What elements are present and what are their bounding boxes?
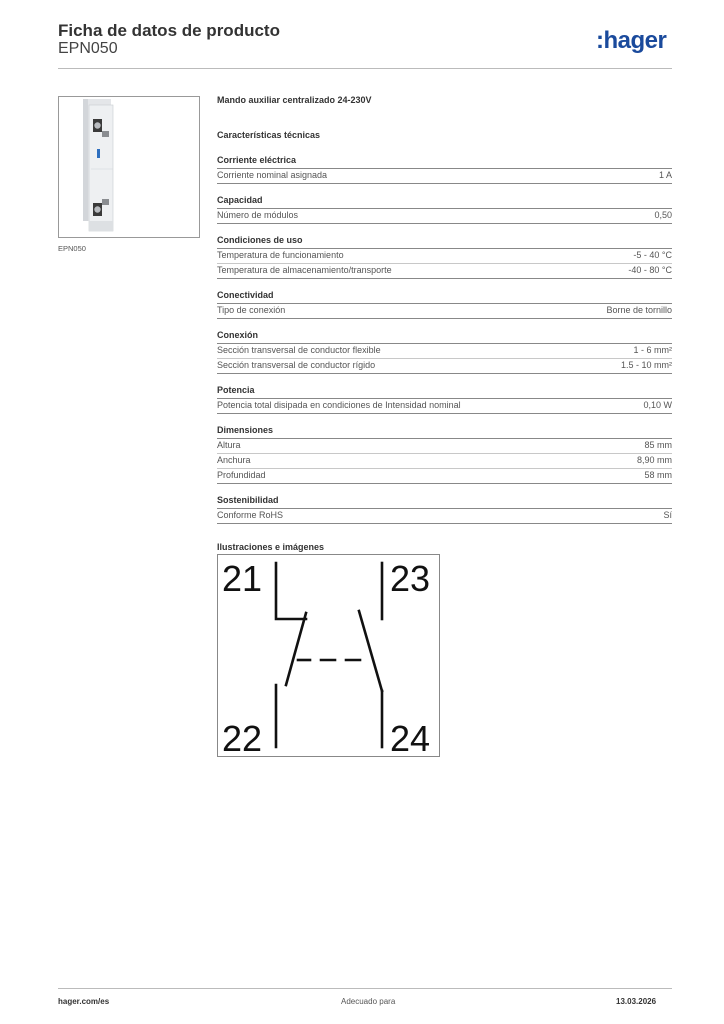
left-contact-top-line	[276, 563, 306, 619]
hager-logo: :hager	[596, 27, 667, 54]
spec-label: Tipo de conexión	[217, 305, 286, 315]
left-contact-blade	[286, 613, 306, 685]
spec-rows	[217, 399, 672, 414]
spec-row	[217, 439, 672, 454]
spec-value: 85 mm	[644, 440, 672, 450]
spec-value: Sí	[663, 510, 672, 520]
spec-rows	[217, 439, 672, 484]
page-title: Ficha de datos de producto	[58, 21, 280, 40]
spec-value: 0,10 W	[643, 400, 672, 410]
spec-label: Anchura	[217, 455, 251, 465]
spec-section	[217, 330, 672, 374]
spec-section	[217, 495, 672, 524]
spec-section-title: Conexión	[217, 330, 672, 344]
spec-value: 8,90 mm	[636, 455, 672, 465]
spec-section-title: Condiciones de uso	[217, 235, 672, 249]
product-photo	[58, 96, 200, 238]
product-name: Mando auxiliar centralizado 24-230V	[217, 95, 372, 105]
spec-rows	[217, 304, 672, 319]
spec-section-title: Sostenibilidad	[217, 495, 672, 509]
spec-section	[217, 155, 672, 184]
spec-section-title: Conectividad	[217, 290, 672, 304]
wiring-diagram	[217, 554, 440, 757]
footer-website: hager.com/es	[58, 997, 110, 1006]
spec-sections	[217, 155, 672, 524]
spec-section	[217, 235, 672, 279]
spec-label: Potencia total disipada en condiciones de Intensidad nominal	[217, 400, 461, 410]
product-device-image	[59, 97, 199, 237]
product-specs	[217, 95, 672, 552]
spec-label: Profundidad	[217, 470, 266, 480]
spec-rows	[217, 249, 672, 279]
spec-label: Conforme RoHS	[217, 510, 284, 520]
spec-rows	[217, 169, 672, 184]
spec-label: Sección transversal de conductor flexible	[217, 345, 381, 355]
spec-row	[217, 169, 672, 184]
photo-caption: EPN050	[58, 244, 86, 253]
spec-value: 1.5 - 10 mm²	[620, 360, 672, 370]
spec-section	[217, 290, 672, 319]
terminal-label-21: 21	[222, 558, 263, 599]
spec-value: 1 - 6 mm²	[633, 345, 672, 355]
header-divider	[58, 68, 672, 69]
terminal-label-23: 23	[390, 558, 431, 599]
spec-label: Altura	[217, 440, 241, 450]
spec-row	[217, 509, 672, 524]
spec-section	[217, 385, 672, 414]
spec-value: 1 A	[658, 170, 672, 180]
spec-rows	[217, 209, 672, 224]
spec-value: -5 - 40 °C	[633, 250, 672, 260]
spec-value: 58 mm	[644, 470, 672, 480]
spec-row	[217, 359, 672, 374]
spec-section-title: Corriente eléctrica	[217, 155, 672, 169]
spec-row	[217, 399, 672, 414]
spec-label: Número de módulos	[217, 210, 299, 220]
footer-suitable-for: Adecuado para	[341, 997, 396, 1006]
spec-row	[217, 344, 672, 359]
terminal-label-22: 22	[222, 718, 263, 756]
product-code: EPN050	[58, 40, 118, 57]
spec-section-title: Dimensiones	[217, 425, 672, 439]
spec-row	[217, 469, 672, 484]
terminal-label-24: 24	[390, 718, 431, 756]
spec-section-title: Potencia	[217, 385, 672, 399]
spec-value: -40 - 80 °C	[628, 265, 672, 275]
spec-row	[217, 264, 672, 279]
spec-label: Temperatura de almacenamiento/transporte	[217, 265, 392, 275]
spec-label: Temperatura de funcionamiento	[217, 250, 344, 260]
spec-value: Borne de tornillo	[606, 305, 672, 315]
spec-section	[217, 425, 672, 484]
spec-rows	[217, 344, 672, 374]
spec-row	[217, 454, 672, 469]
spec-section-title: Capacidad	[217, 195, 672, 209]
spec-label: Corriente nominal asignada	[217, 170, 328, 180]
spec-rows	[217, 509, 672, 524]
spec-row	[217, 249, 672, 264]
spec-row	[217, 304, 672, 319]
tech-heading: Características técnicas	[217, 130, 321, 140]
spec-value: 0,50	[654, 210, 672, 220]
illustrations-heading: Ilustraciones e imágenes	[217, 542, 325, 552]
right-contact-blade	[359, 611, 382, 691]
spec-row	[217, 209, 672, 224]
footer-date: 13.03.2026	[616, 997, 657, 1006]
footer-divider	[58, 988, 672, 989]
spec-label: Sección transversal de conductor rígido	[217, 360, 376, 370]
spec-section	[217, 195, 672, 224]
